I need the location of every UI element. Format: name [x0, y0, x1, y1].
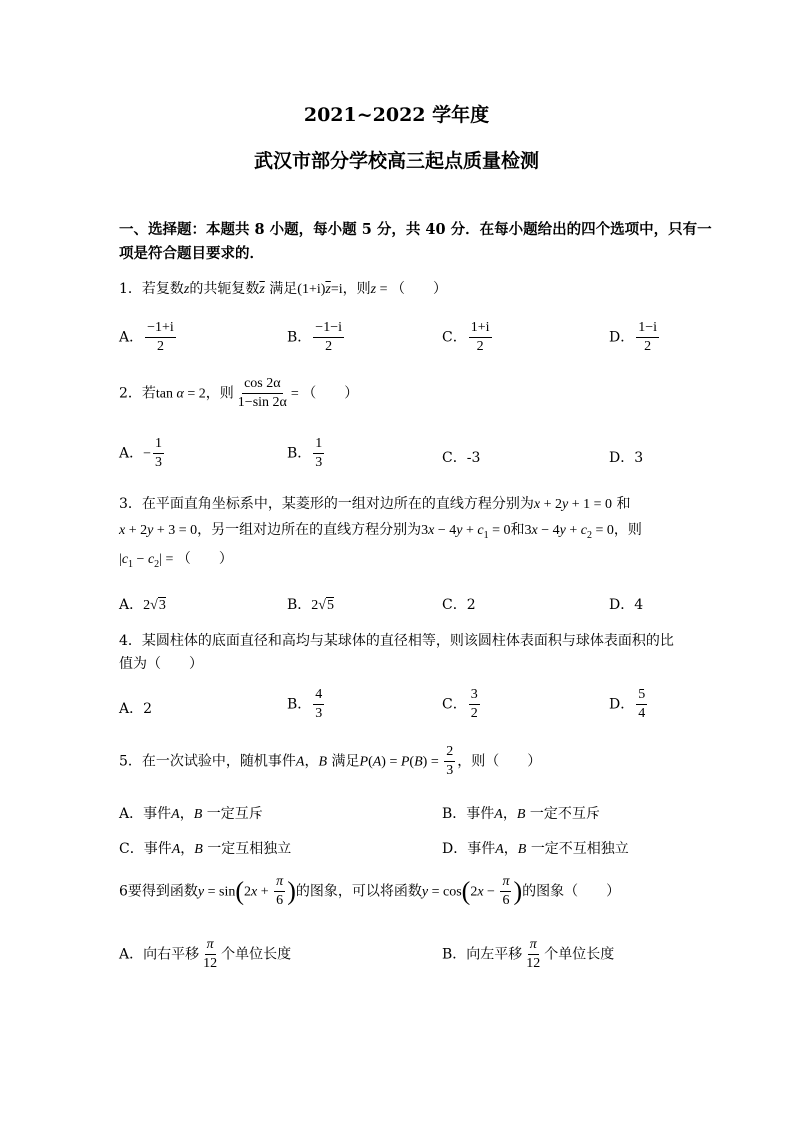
q5-option-d: D．事件A，B 一定不互相独立 — [442, 841, 629, 857]
question-3-line2: x + 2y + 3 = 0，另一组对边所在的直线方程分别为$3x - 4y + c_1 = 0$和$3x - 4y + c_2 = 0$，则 — [119, 522, 642, 541]
section-heading-line2: 项是符合题目要求的． — [119, 245, 264, 262]
q2-option-a: A．− $\frac{1}{3}$ — [119, 436, 163, 471]
q2-option-b: B． $\frac{1}{3}$ — [287, 436, 323, 471]
q5-option-c: C．事件A，B 一定互相独立 — [119, 841, 292, 857]
q3-option-a: A．2√3 — [119, 597, 166, 613]
q1-text-mid3: ，则 — [342, 281, 371, 297]
question-6: 6要得到函数y = sin(2x + $\frac{\pi}{6}$ )的图象，可以将函数y = cos(2x − $\frac{\pi}{6}$ )的图象（ ） — [119, 874, 621, 909]
question-4-line1: 4．某圆柱体的底面直径和高均与某球体的直径相等，则该圆柱体表面积与球体表面积的比 — [119, 633, 674, 649]
q4-option-b: B． $\frac{4}{3}$ — [287, 687, 323, 722]
question-4-line2: 值为（ ） — [119, 656, 203, 672]
q1-option-b: B． $\frac{-1-i}{2}$ — [287, 320, 342, 355]
q3-option-d: D．4 — [609, 597, 644, 613]
q1-text-mid1: 的共轭复数 — [189, 281, 260, 297]
section-heading-line1: 一、选择题：本题共 8 小题，每小题 5 分，共 40 分．在每小题给出的四个选项中，只有一 — [119, 221, 712, 238]
q4-option-a: A．2 — [119, 701, 153, 717]
q1-text-tail: （ ） — [391, 281, 447, 297]
q3-option-b: B．2√5 — [287, 597, 334, 613]
q3-option-c: C．2 — [442, 597, 476, 613]
q1-option-a: A． $\frac{-1+i}{2}$ — [119, 320, 174, 355]
q5-option-a: A．事件A，B 一定互斥 — [119, 806, 263, 822]
q1-text-pre: 1．若复数 — [119, 281, 184, 297]
question-3-line1: 3．在平面直角坐标系中，某菱形的一组对边所在的直线方程分别为x + 2y + 1 = 0 和 — [119, 496, 631, 512]
q6-option-b: B．向左平移 $\frac{\pi}{12}$ 个单位长度 — [442, 937, 615, 972]
q1-text-mid2: 满足 — [269, 281, 298, 297]
q5-option-b: B．事件A，B 一定不互斥 — [442, 806, 600, 822]
q1-option-c: C． $\frac{1+i}{2}$ — [442, 320, 490, 355]
q1-option-d: D． $\frac{1-i}{2}$ — [609, 320, 658, 355]
question-2: 2．若tan α = 2，则 $\frac{\cos 2\alpha}{1-\sin 2\alpha}$ = （ ） — [119, 376, 359, 411]
exam-title: 武汉市部分学校高三起点质量检测 — [253, 150, 539, 172]
q4-option-c: C． $\frac{3}{2}$ — [442, 687, 478, 722]
q2-option-c: C．-3 — [442, 450, 481, 466]
q2-option-d: D．3 — [609, 450, 644, 466]
question-3-line3: $|c_1 - c_2|$ = （ ） — [119, 551, 233, 570]
q6-option-a: A．向右平移 $\frac{\pi}{12}$ 个单位长度 — [119, 937, 292, 972]
exam-year: 2021~2022 学年度 — [303, 104, 490, 126]
question-5: 5．在一次试验中，随机事件A，B 满足P(A) = P(B) = $\frac{2}{3}$ ，则（ ） — [119, 744, 542, 779]
q4-option-d: D． $\frac{5}{4}$ — [609, 687, 646, 722]
question-1: 1．若复数z的共轭复数$\overline{z}$ 满足$(1+i)\overline{z}=i$，则z = （ ） — [119, 281, 447, 297]
